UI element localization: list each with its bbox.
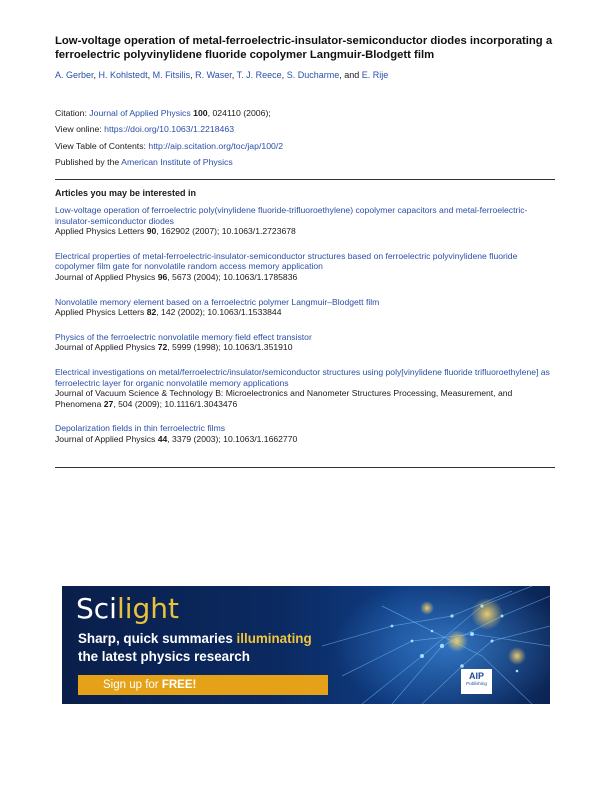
related-article-citation: Journal of Vacuum Science & Technology B: Microelectronics and Nanometer Structures Processing, Measurement, and Phenomena 27, 504 (2009); 10.1116/1.3043476 <box>55 388 513 409</box>
author-link[interactable]: S. Ducharme <box>286 70 340 80</box>
related-article-title-link[interactable]: Depolarization fields in thin ferroelectric films <box>55 423 226 434</box>
related-articles-list <box>55 205 555 459</box>
related-article-title-link[interactable]: Low-voltage operation of ferroelectric poly(vinylidene fluoride-trifluoroethylene) copolymer capacitors and metal-ferroelectric-insulator-semiconductor diodes <box>55 205 528 226</box>
related-article-title-link[interactable]: Electrical investigations on metal/ferroelectric/insulator/semiconductor structures using poly[vinylidene fluoride trifluoroethylene] as ferroelectric layer for organic nonvolatile memory applications <box>55 366 550 388</box>
related-article <box>55 297 555 318</box>
related-article-citation: Journal of Applied Physics 72, 5999 (1998); 10.1063/1.351910 <box>55 342 293 353</box>
article-meta <box>55 105 565 170</box>
citation-line: Citation: Journal of Applied Physics 100, 024110 (2006); <box>55 108 271 118</box>
related-article <box>55 251 555 283</box>
publisher-link[interactable]: American Institute of Physics <box>121 156 233 167</box>
related-article-title-link[interactable]: Physics of the ferroelectric nonvolatile memory field effect transistor <box>55 331 312 342</box>
published-by-line: Published by the American Institute of Physics <box>55 156 233 167</box>
author-link[interactable]: M. Fitsilis <box>152 70 191 80</box>
related-article-citation: Applied Physics Letters 82, 142 (2002); 10.1063/1.1533844 <box>55 307 282 318</box>
author-link[interactable]: A. Gerber <box>55 70 94 80</box>
related-article-citation: Journal of Applied Physics 96, 5673 (2004); 10.1063/1.1785836 <box>55 271 298 282</box>
author-link[interactable]: T. J. Reece <box>236 70 282 80</box>
author-link[interactable]: H. Kohlstedt <box>98 70 148 80</box>
related-article <box>55 205 555 237</box>
related-article-citation: Applied Physics Letters 90, 162902 (2007); 10.1063/1.2723678 <box>55 226 296 237</box>
ad-tagline: Sharp, quick summaries illuminating the latest physics research <box>78 631 312 664</box>
view-online-line: View online: https://doi.org/10.1063/1.2218463 <box>55 124 235 135</box>
citation-journal-link[interactable]: Journal of Applied Physics <box>89 108 191 118</box>
divider-top <box>55 179 555 180</box>
scilight-logo: Scilight <box>76 592 180 625</box>
scilight-banner-ad[interactable] <box>62 586 550 704</box>
related-article-title-link[interactable]: Electrical properties of metal-ferroelectric-insulator-semiconductor structures based on ferroelectric polyvinylidene fluoride copolymer film gate for nonvolatile random access memory application <box>55 250 518 272</box>
related-article <box>55 423 555 444</box>
divider-bottom <box>55 467 555 468</box>
signup-button[interactable]: Sign up for FREE! <box>78 675 328 695</box>
citation-volume: 100 <box>193 108 208 118</box>
author-link[interactable]: R. Waser <box>195 70 232 80</box>
paper-title: Low-voltage operation of metal-ferroelectric-insulator-semiconductor diodes incorporating a ferroelectric polyvinylidene fluoride copolymer Langmuir-Blodgett film <box>55 35 553 61</box>
related-articles-heading: Articles you may be interested in <box>55 188 197 198</box>
related-article <box>55 332 555 353</box>
doi-link[interactable]: https://doi.org/10.1063/1.2218463 <box>104 124 235 135</box>
related-article-citation: Journal of Applied Physics 44, 3379 (2003); 10.1063/1.1662770 <box>55 433 298 444</box>
author-link[interactable]: E. Rije <box>361 70 389 80</box>
author-list: A. Gerber, H. Kohlstedt, M. Fitsilis, R. Waser, T. J. Reece, S. Ducharme, and E. Rije <box>55 70 389 80</box>
toc-link[interactable]: http://aip.scitation.org/toc/jap/100/2 <box>148 140 284 151</box>
related-article <box>55 367 555 409</box>
toc-line: View Table of Contents: http://aip.scitation.org/toc/jap/100/2 <box>55 140 284 151</box>
aip-publishing-logo: AIP Publishing <box>461 669 492 694</box>
related-article-title-link[interactable]: Nonvolatile memory element based on a ferroelectric polymer Langmuir–Blodgett film <box>55 296 380 307</box>
